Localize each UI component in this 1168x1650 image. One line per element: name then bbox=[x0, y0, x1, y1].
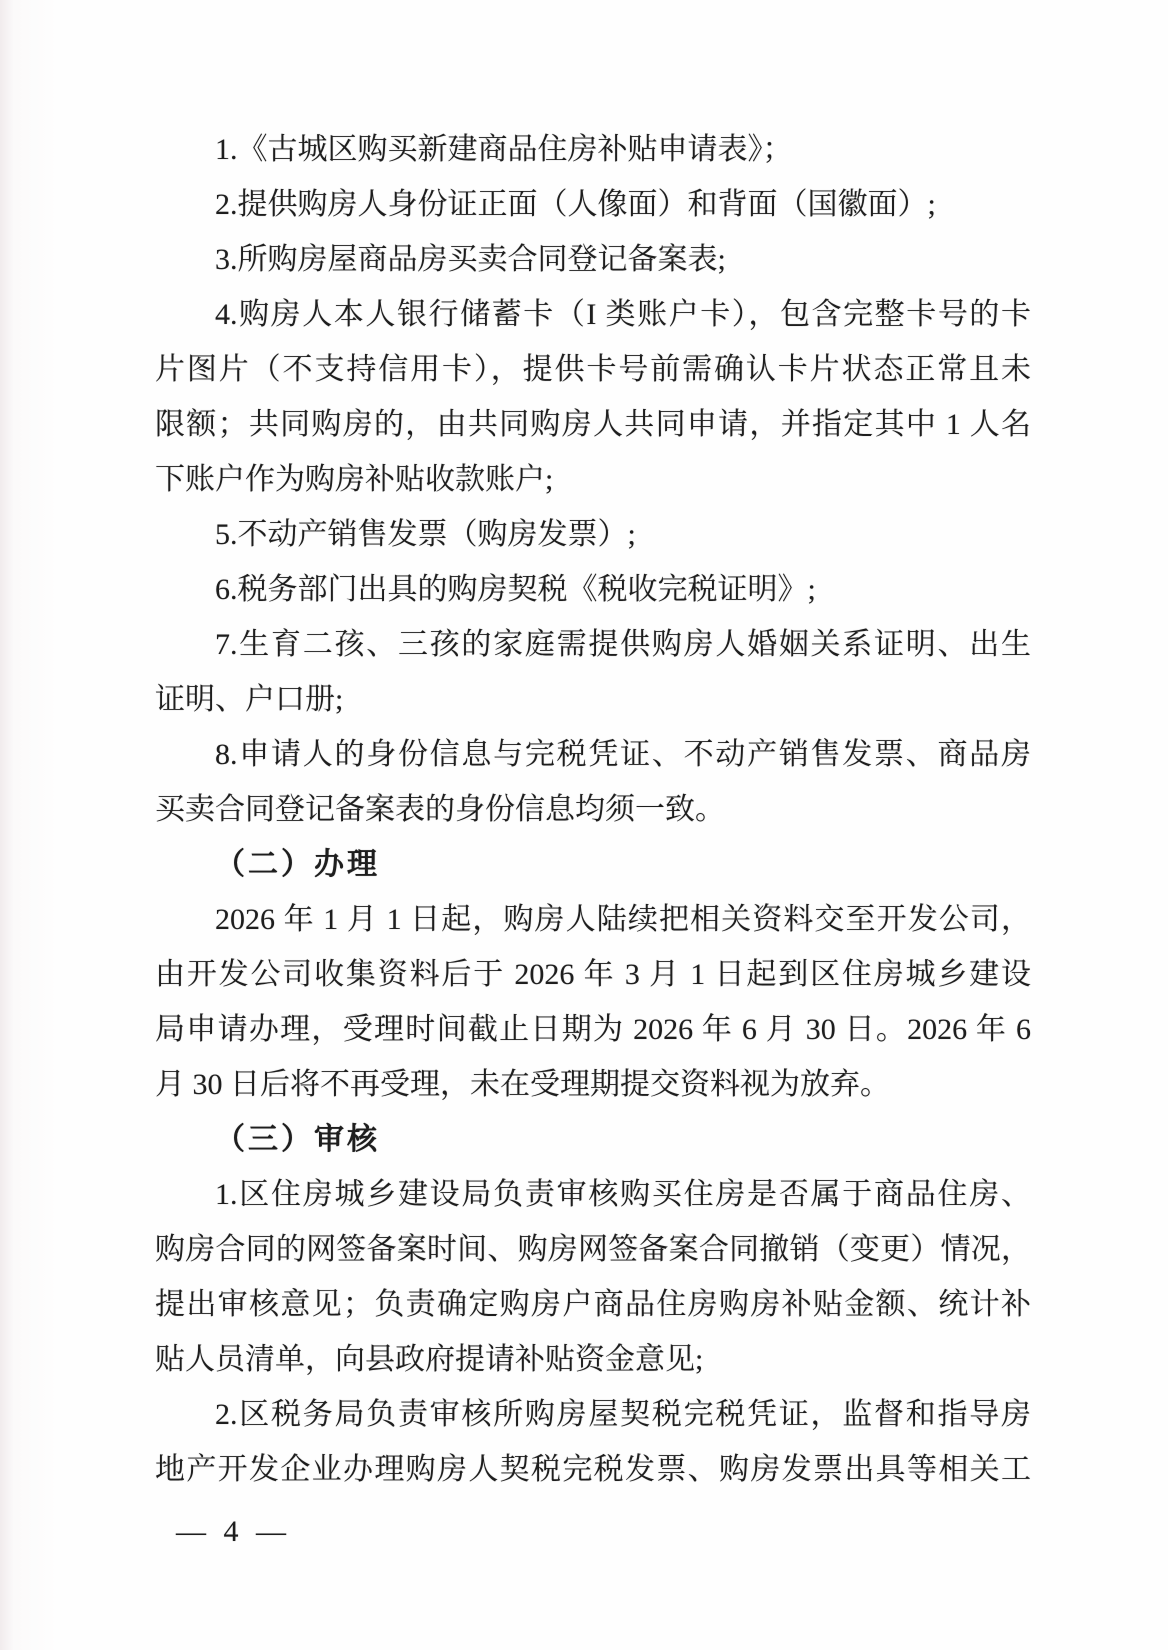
document-line: 下账户作为购房补贴收款账户; bbox=[155, 463, 554, 496]
document-line: 3.所购房屋商品房买卖合同登记备案表; bbox=[215, 243, 726, 276]
document-line: 提出审核意见；负责确定购房户商品住房购房补贴金额、统计补 bbox=[155, 1288, 1031, 1321]
page-number: — 4 — bbox=[176, 1515, 291, 1548]
document-line: 8.申请人的身份信息与完税凭证、不动产销售发票、商品房 bbox=[215, 738, 1031, 771]
section-heading: （二）办理 bbox=[215, 848, 380, 881]
document-line: 证明、户口册; bbox=[155, 683, 344, 716]
document-line: 局申请办理，受理时间截止日期为 2026 年 6 月 30 日。2026 年 6 bbox=[155, 1013, 1031, 1046]
document-line: 地产开发企业办理购房人契税完税发票、购房发票出具等相关工 bbox=[155, 1453, 1031, 1486]
document-line: 由开发公司收集资料后于 2026 年 3 月 1 日起到区住房城乡建设 bbox=[155, 958, 1031, 991]
document-line: 买卖合同登记备案表的身份信息均须一致。 bbox=[155, 793, 725, 826]
document-line: 5.不动产销售发票（购房发票）; bbox=[215, 518, 636, 551]
document-line: 1.区住房城乡建设局负责审核购买住房是否属于商品住房、 bbox=[215, 1178, 1031, 1211]
document-line: 1.《古城区购买新建商品住房补贴申请表》； bbox=[215, 133, 793, 166]
document-line: 购房合同的网签备案时间、购房网签备案合同撤销（变更）情况， bbox=[155, 1233, 1031, 1266]
document-line: 4.购房人本人银行储蓄卡（I 类账户卡），包含完整卡号的卡 bbox=[215, 298, 1031, 331]
document-line: 月 30 日后将不再受理，未在受理期提交资料视为放弃。 bbox=[155, 1068, 890, 1101]
document-line: 7.生育二孩、三孩的家庭需提供购房人婚姻关系证明、出生 bbox=[215, 628, 1031, 661]
document-body bbox=[155, 122, 1031, 1497]
document-line: 贴人员清单，向县政府提请补贴资金意见; bbox=[155, 1343, 704, 1376]
document-line: 6.税务部门出具的购房契税《税收完税证明》; bbox=[215, 573, 816, 606]
document-line: 2026 年 1 月 1 日起，购房人陆续把相关资料交至开发公司， bbox=[215, 903, 1031, 936]
section-heading: （三）审核 bbox=[215, 1123, 380, 1156]
document-line: 片图片（不支持信用卡），提供卡号前需确认卡片状态正常且未 bbox=[155, 353, 1031, 386]
document-line: 限额；共同购房的，由共同购房人共同申请，并指定其中 1 人名 bbox=[155, 408, 1031, 441]
document-line: 2.区税务局负责审核所购房屋契税完税凭证，监督和指导房 bbox=[215, 1398, 1031, 1431]
document-line: 2.提供购房人身份证正面（人像面）和背面（国徽面）; bbox=[215, 188, 936, 221]
